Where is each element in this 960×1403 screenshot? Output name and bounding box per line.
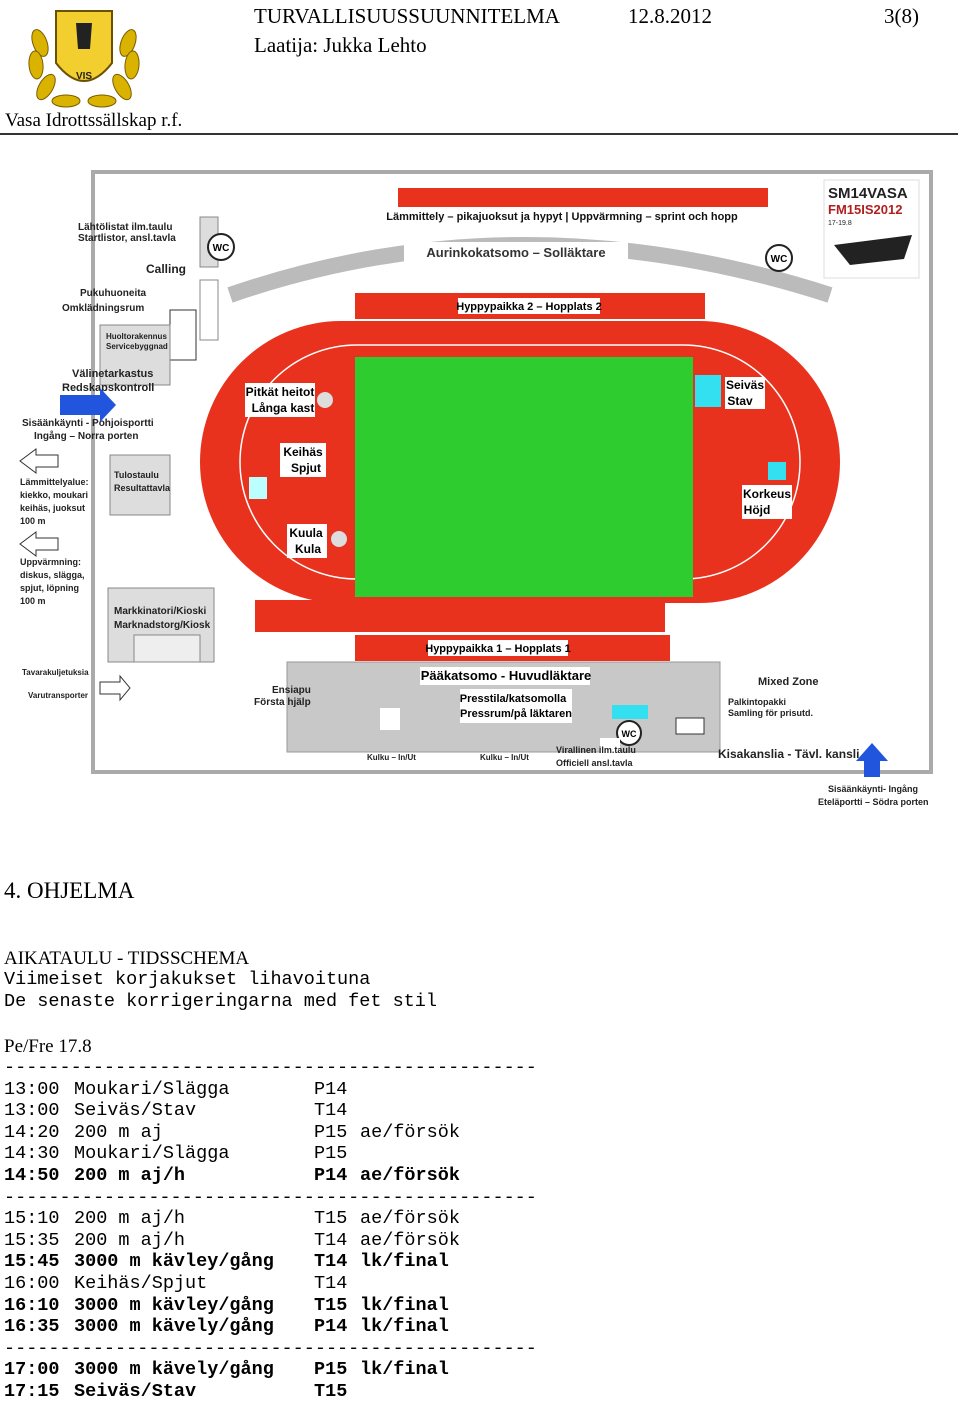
warmup-track-label: Lämmittely – pikajuoksut ja hypyt | Uppvärmning – sprint och hopp — [386, 211, 738, 223]
schedule-row — [4, 1122, 537, 1144]
schedule-row — [4, 1295, 537, 1317]
row-event: 3000 m kävley/gång — [74, 1294, 274, 1316]
svg-text:17-19.8: 17-19.8 — [828, 220, 852, 227]
row-class: T15 — [314, 1380, 348, 1402]
row-round: ae/försök — [360, 1229, 460, 1251]
press-label-2: Pressrum/på läktaren — [460, 708, 572, 720]
row-round: lk/final — [360, 1294, 449, 1316]
schedule-row — [4, 1316, 537, 1338]
press-label-1: Presstila/katsomolla — [459, 693, 567, 705]
svg-text:WC: WC — [770, 254, 788, 265]
row-event: 3000 m kävely/gång — [74, 1359, 274, 1381]
document-title: TURVALLISUUSSUUNNITELMA — [254, 4, 560, 28]
jump-area-1-label: Hyppypaikka 1 – Hopplats 1 — [425, 643, 571, 655]
official-board-label-1: Virallinen ilm.taulu — [556, 745, 636, 755]
row-round: lk/final — [360, 1359, 449, 1381]
warmup-area-label-3: keihäs, juoksut — [20, 503, 86, 513]
equipment-label-1: Välinetarkastus — [72, 368, 154, 380]
row-class: P15 — [314, 1143, 348, 1165]
row-round: ae/försök — [360, 1164, 460, 1186]
sun-stand-label: Aurinkokatsomo – Solläktare — [426, 245, 606, 260]
warmup-sv-label-2: diskus, slägga, — [20, 570, 85, 580]
row-class: P14 — [314, 1078, 348, 1100]
warmup-sv-label-4: 100 m — [20, 596, 46, 606]
main-stand-label: Pääkatsomo - Huvudläktare — [420, 668, 592, 683]
shot-circle — [331, 531, 347, 547]
row-class: P15 — [314, 1121, 348, 1143]
row-round: lk/final — [360, 1316, 449, 1338]
schedule-day: Pe/Fre 17.8 — [4, 1036, 92, 1057]
row-event: 3000 m kävely/gång — [74, 1316, 274, 1338]
calling-label: Calling — [146, 262, 187, 276]
warmup-area-label-2: kiekko, moukari — [20, 490, 89, 500]
svg-text:WC: WC — [212, 243, 230, 254]
row-class: T14 — [314, 1100, 348, 1122]
warmup-track — [398, 188, 768, 210]
start-lists-label-2: Startlistor, ansl.tavla — [78, 233, 176, 244]
kiosk-label-1: Markkinatori/Kioski — [114, 606, 207, 617]
document-author: Laatija: Jukka Lehto — [254, 33, 427, 57]
warmup-sv-label-3: spjut, löpning — [20, 583, 79, 593]
row-event: Seiväs/Stav — [74, 1100, 197, 1122]
entry-north-label-2: Ingång – Norra porten — [34, 431, 139, 442]
organization-name: Vasa Idrottssällskap r.f. — [5, 110, 183, 131]
kiosk-label-2: Marknadstorg/Kiosk — [114, 620, 211, 631]
row-time: 15:10 — [4, 1208, 60, 1230]
high-jump-label-1: Korkeus — [742, 487, 792, 501]
jump-area-2-label: Hyppypaikka 2 – Hopplats 2 — [456, 301, 602, 313]
section-heading: 4. OHJELMA — [4, 878, 135, 903]
row-class: P14 — [314, 1164, 348, 1186]
schedule-row — [4, 1381, 537, 1403]
row-time: 16:00 — [4, 1272, 60, 1294]
goods-label-1: Tavarakuljetuksia — [22, 668, 89, 677]
start-lists-label-1: Lähtölistat ilm.taulu — [78, 222, 173, 233]
schedule-row — [4, 1143, 537, 1165]
row-round: ae/försök — [360, 1121, 460, 1143]
row-time: 15:45 — [4, 1251, 60, 1273]
high-jump-label-2: Höjd — [743, 503, 771, 517]
infield-grass — [355, 357, 693, 597]
discus-circle — [317, 392, 333, 408]
first-aid-label-2: Första hjälp — [254, 697, 311, 708]
svg-text:SM14VASA: SM14VASA — [828, 185, 908, 202]
stairs — [170, 310, 196, 360]
javelin-label-2: Spjut — [291, 461, 321, 475]
secretariat-box — [676, 718, 704, 734]
row-time: 13:00 — [4, 1100, 60, 1122]
warmup-arrow-1 — [20, 449, 58, 473]
schedule-row — [4, 1079, 537, 1101]
passage-label-1: Kulku – In/Ut — [367, 753, 416, 762]
javelin-runway — [249, 477, 267, 499]
row-event: Moukari/Slägga — [74, 1143, 230, 1165]
svg-text:FM15IS2012: FM15IS2012 — [828, 202, 903, 217]
entry-south-label-2: Eteläportti – Södra porten — [818, 797, 929, 807]
changing-label-2: Omklädningsrum — [62, 303, 145, 314]
goods-label-2: Varutransporter — [28, 691, 89, 700]
club-logo — [26, 3, 142, 109]
row-time: 14:50 — [4, 1164, 60, 1186]
schedule-row — [4, 1359, 537, 1381]
schedule-separator: ------------------------------------------------ — [4, 1057, 537, 1078]
row-class: P14 — [314, 1316, 348, 1338]
row-time: 14:30 — [4, 1143, 60, 1165]
high-jump-box — [768, 462, 786, 480]
shot-label-2: Kula — [294, 542, 322, 556]
schedule-row — [4, 1251, 537, 1273]
passage-label-2: Kulku – In/Ut — [480, 753, 529, 762]
row-class: T15 — [314, 1294, 348, 1316]
row-time: 16:10 — [4, 1294, 60, 1316]
row-event: 3000 m kävley/gång — [74, 1251, 274, 1273]
entry-north-label-1: Sisäänkäynti - Pohjoisportti — [22, 418, 154, 429]
row-time: 17:15 — [4, 1380, 60, 1402]
official-board-box — [612, 705, 648, 719]
service-label-2: Servicebyggnad — [106, 342, 168, 351]
logo-text: VIS — [75, 71, 93, 82]
schedule-row — [4, 1100, 537, 1122]
row-time: 14:20 — [4, 1121, 60, 1143]
pole-vault-label-2: Stav — [727, 394, 753, 408]
row-class: T14 — [314, 1229, 348, 1251]
schedule-title: AIKATAULU - TIDSSCHEMA — [4, 948, 250, 969]
ceremony-label-1: Palkintopakki — [728, 697, 787, 707]
row-class: T14 — [314, 1272, 348, 1294]
row-event: Keihäs/Spjut — [74, 1272, 208, 1294]
row-time: 15:35 — [4, 1229, 60, 1251]
row-class: P15 — [314, 1359, 348, 1381]
warmup-area-label-1: Lämmittelyalue: — [20, 477, 89, 487]
svg-text:WC: WC — [621, 729, 637, 739]
schedule-note-1: Viimeiset korjakukset lihavoituna — [4, 969, 371, 990]
schedule-row — [4, 1230, 537, 1252]
long-throws-label-1: Pitkät heitot — [245, 385, 315, 399]
row-event: 200 m aj/h — [74, 1229, 186, 1251]
warmup-sv-label-1: Uppvärmning: — [20, 557, 82, 567]
pole-vault-box — [695, 375, 721, 407]
row-round: lk/final — [360, 1251, 449, 1273]
secretariat-label: Kisakanslia - Tävl. kansli — [718, 747, 860, 761]
row-event: Seiväs/Stav — [74, 1380, 197, 1402]
javelin-label-1: Keihäs — [283, 445, 323, 459]
row-time: 13:00 — [4, 1078, 60, 1100]
pole-vault-label-1: Seiväs — [725, 378, 765, 392]
row-event: Moukari/Slägga — [74, 1078, 230, 1100]
schedule-separator: ------------------------------------------------ — [4, 1186, 537, 1208]
results-label-1: Tulostaulu — [114, 470, 159, 480]
changing-label-1: Pukuhuoneita — [80, 288, 147, 299]
long-throws-label-2: Långa kast — [251, 401, 315, 415]
row-event: 200 m aj — [74, 1121, 163, 1143]
service-label-1: Huoltorakennus — [106, 332, 167, 341]
document-date: 12.8.2012 — [628, 4, 712, 28]
row-event: 200 m aj/h — [74, 1164, 186, 1186]
shot-label-1: Kuula — [289, 526, 323, 540]
schedule-row — [4, 1208, 537, 1230]
row-class: T14 — [314, 1251, 348, 1273]
equipment-label-2: Redskapskontroll — [62, 382, 155, 394]
first-aid-label-1: Ensiapu — [272, 685, 311, 696]
page-number: 3(8) — [884, 4, 919, 28]
results-label-2: Resultattavla — [114, 483, 171, 493]
official-board-label-2: Officiell ansl.tavla — [556, 758, 633, 768]
row-event: 200 m aj/h — [74, 1208, 186, 1230]
row-time: 17:00 — [4, 1359, 60, 1381]
schedule-row — [4, 1273, 537, 1295]
schedule-separator: ------------------------------------------------ — [4, 1337, 537, 1359]
row-time: 16:35 — [4, 1316, 60, 1338]
warmup-arrow-2 — [20, 532, 58, 556]
stadium-map — [0, 155, 960, 815]
row-round: ae/försök — [360, 1208, 460, 1230]
entry-south-label-1: Sisäänkäynti- Ingång — [828, 784, 919, 794]
schedule-note-2: De senaste korrigeringarna med fet stil — [4, 991, 437, 1012]
row-class: T15 — [314, 1208, 348, 1230]
header-divider — [0, 133, 958, 135]
warmup-area-label-4: 100 m — [20, 516, 46, 526]
mixed-zone-label: Mixed Zone — [758, 676, 819, 688]
ceremony-label-2: Samling för prisutd. — [728, 708, 814, 718]
schedule-row — [4, 1165, 537, 1187]
schedule-table — [4, 1057, 537, 1403]
